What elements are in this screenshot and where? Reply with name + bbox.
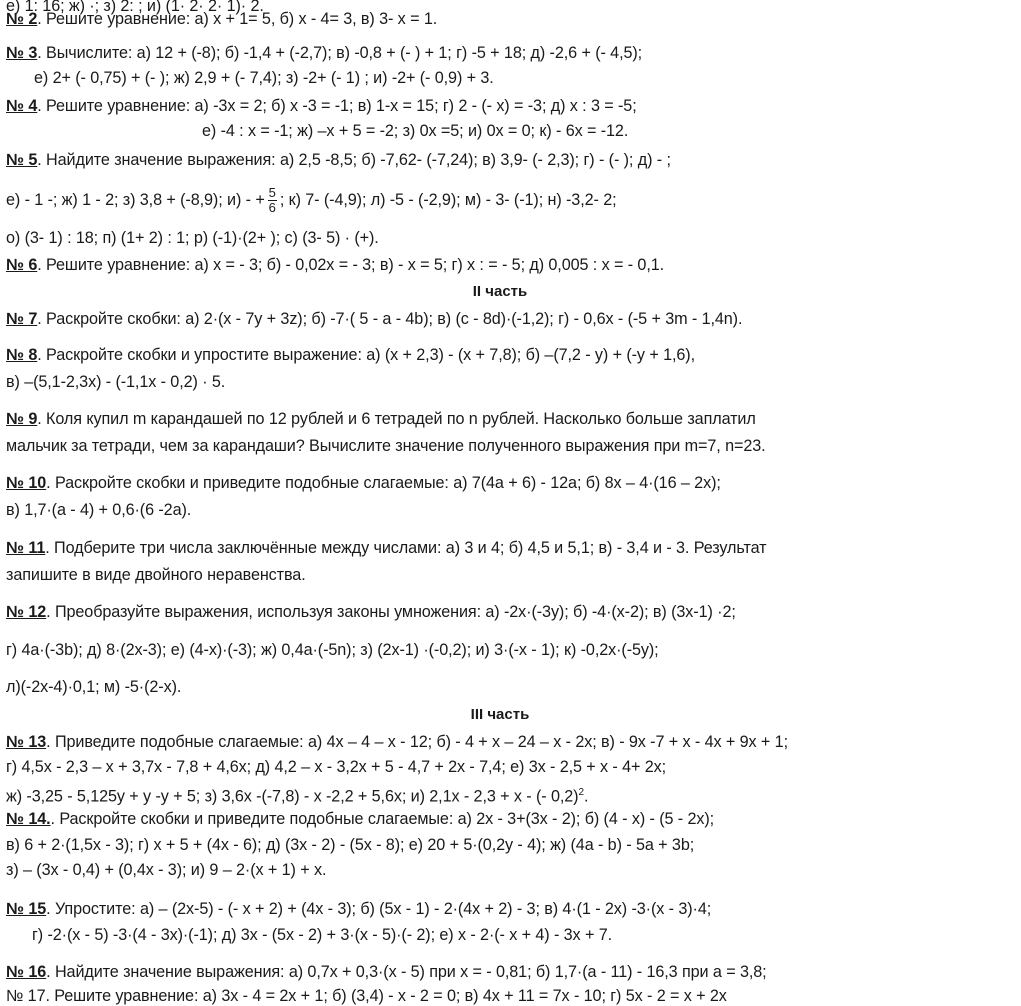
task-text: . Преобразуйте выражения, используя законы умножения: а) -2х·(-3у); б) -4·(х-2); в) (3х-1) ·2;: [46, 603, 736, 621]
task-14-cont-1: [6, 835, 694, 855]
task-number: № 11: [6, 539, 46, 557]
task-text: . Найдите значение выражения: а) 2,5 -8,5; б) -7,62- (-7,24); в) 3,9- (- 2,3); г) - (- ); д) - ;: [37, 151, 671, 169]
task-number: № 14.: [6, 810, 51, 828]
task-text: . Коля купил m карандашей по 12 рублей и 6 тетрадей по n рублей. Насколько больше заплатил: [37, 410, 756, 428]
task-3: [6, 43, 642, 63]
task-number: № 12: [6, 603, 47, 621]
task-12-cont-2: [6, 677, 181, 697]
task-number: № 2: [6, 10, 38, 28]
task-text: ; к) 7- (-4,9); л) -5 - (-2,9); м) - 3- (-1); н) -3,2- 2;: [279, 190, 617, 209]
task-text: . Подберите три числа заключённые между числами: а) 3 и 4; б) 4,5 и 5,1; в) - 3,4 и - 3. Результат: [45, 539, 767, 557]
part-2-heading: II часть: [472, 283, 528, 300]
task-9-cont: [6, 436, 766, 456]
task-number: № 8: [6, 346, 38, 364]
task-number: № 5: [6, 151, 38, 169]
task-text: в) 6 + 2·(1,5х - 3); г) х + 5 + (4х - 6); д) (3х - 2) - (5х - 8); е) 20 + 5·(0,2у - 4); ж) (4а - b) - 5а + 3b;: [6, 836, 695, 854]
cut-bottom-line: [6, 986, 727, 1005]
text-line: № 17. Решите уравнение: а) 3х - 4 = 2х + 1; б) (3,4) - х - 2 = 0; в) 4х + 11 = 7х - 10; г) 5х - 2 = х + 2х: [6, 987, 727, 1005]
task-text: . Раскройте скобки и приведите подобные слагаемые: а) 2х - 3+(3х - 2); б) (4 - х) - (5 - 2х);: [50, 810, 715, 828]
task-number: № 15: [6, 900, 47, 918]
task-text: . Решите уравнение: а) -3х = 2; б) х -3 = -1; в) 1-х = 15; г) 2 - (- х) = -3; д) х : 3 = -5;: [37, 97, 637, 115]
task-5: [6, 150, 671, 170]
cut-top-line: [6, 0, 264, 15]
task-text: . Решите уравнение: а) х + 1= 5, б) х - 4= 3, в) 3- х = 1.: [37, 10, 438, 28]
task-text: . Раскройте скобки: а) 2·(х - 7у + 3z); б) -7·( 5 - а - 4b); в) (с - 8d)·(-1,2); г) - 0,6х - (-5 + 3m - 1,4n).: [37, 310, 743, 328]
text-line: е) 1: 16; ж) ·; з) 2: ; и) (1· 2· 2· 1)· 2.: [6, 0, 264, 15]
task-7: [6, 309, 742, 329]
task-2: [6, 9, 437, 29]
task-3-cont: [34, 68, 494, 88]
task-9: [6, 409, 756, 429]
task-text: е) - 1 -; ж) 1 - 2; з) 3,8 + (-8,9); и) - +: [6, 190, 265, 209]
task-text: е) 2+ (- 0,75) + (- ); ж) 2,9 + (- 7,4); з) -2+ (- 1) ; и) -2+ (- 0,9) + 3.: [34, 69, 494, 87]
task-12: [6, 602, 736, 622]
task-11-cont: [6, 565, 306, 585]
task-text: мальчик за тетради, чем за карандаши? Вычислите значение полученного выражения при m=7, n=23.: [6, 437, 766, 455]
fraction-numerator: 5: [268, 185, 276, 200]
task-text: в) –(5,1-2,3х) - (-1,1х - 0,2) · 5.: [6, 373, 226, 391]
part-3-heading: III часть: [470, 706, 530, 723]
task-15: [6, 899, 711, 919]
task-text: . Раскройте скобки и приведите подобные слагаемые: а) 7(4а + 6) - 12а; б) 8х – 4·(16 – 2х);: [46, 474, 721, 492]
task-text: в) 1,7·(а - 4) + 0,6·(6 -2а).: [6, 501, 192, 519]
task-text: . Найдите значение выражения: а) 0,7х + 0,3·(х - 5) при х = - 0,81; б) 1,7·(а - 11) - 16,3 при а = 3,8;: [46, 963, 767, 981]
task-text: . Приведите подобные слагаемые: а) 4х – 4 – х - 12; б) - 4 + х – 24 – х - 2х; в) - 9х -7 + х - 4х + 9х + 1;: [46, 733, 788, 751]
task-text: л)(-2х-4)·0,1; м) -5·(2-х).: [6, 678, 182, 696]
task-text: . Вычислите: а) 12 + (-8); б) -1,4 + (-2,7); в) -0,8 + (- ) + 1; г) -5 + 18; д) -2,6 + (- 4,5);: [37, 44, 643, 62]
task-text: г) -2·(х - 5) -3·(4 - 3х)·(-1); д) 3х - (5х - 2) + 3·(х - 5)·(- 2); е) х - 2·(- х + 4) - 3х + 7.: [32, 926, 612, 944]
task-13-cont-2: [6, 783, 588, 806]
task-text: е) -4 : х = -1; ж) –х + 5 = -2; з) 0х =5; и) 0х = 0; к) - 6х = -12.: [202, 122, 629, 140]
task-14-cont-2: [6, 860, 326, 880]
task-8: [6, 345, 695, 365]
task-text: г) 4а·(-3b); д) 8·(2х-3); е) (4-х)·(-3); ж) 0,4а·(-5n); з) (2х-1) ·(-0,2); и) 3·(-х - 1); к) -0,2х·(-5у);: [6, 641, 659, 659]
task-text: ж) -3,25 - 5,125у + у -у + 5; з) 3,6х -(-7,8) - х -2,2 + 5,6х; и) 2,1х - 2,3 + х - (- 0,2): [6, 787, 579, 806]
task-10-cont: [6, 500, 191, 520]
task-5-cont-1: [6, 186, 617, 215]
task-number: № 7: [6, 310, 38, 328]
task-text: . Упростите: а) – (2х-5) - (- х + 2) + (4х - 3); б) (5х - 1) - 2·(4х + 2) - 3; в) 4·(1 - 2х) -3·(х - 3)·4;: [46, 900, 712, 918]
task-13: [6, 732, 788, 752]
task-15-cont: [32, 925, 612, 945]
exponent: 2: [578, 787, 584, 798]
fraction-denominator: 6: [268, 200, 276, 215]
task-text: .: [583, 787, 589, 806]
task-text: г) 4,5х - 2,3 – х + 3,7х - 7,8 + 4,6х; д) 4,2 – х - 3,2х + 5 - 4,7 + 2х - 7,4; е) 3х - 2,5 + х - 4+ 2х;: [6, 758, 667, 776]
task-8-cont: [6, 372, 225, 392]
task-10: [6, 473, 721, 493]
task-6: [6, 255, 664, 275]
task-4-cont: [202, 121, 628, 141]
task-number: № 9: [6, 410, 38, 428]
task-14: [6, 809, 714, 829]
task-text: . Раскройте скобки и упростите выражение: а) (х + 2,3) - (х + 7,8); б) –(7,2 - у) + (-у + 1,6),: [37, 346, 695, 364]
task-number: № 13: [6, 733, 47, 751]
task-text: . Решите уравнение: а) х = - 3; б) - 0,02х = - 3; в) - х = 5; г) х : = - 5; д) 0,005 : х = - 0,1.: [37, 256, 665, 274]
task-12-cont-1: [6, 640, 659, 660]
task-13-cont-1: [6, 757, 666, 777]
task-5-cont-2: [6, 228, 379, 248]
task-4: [6, 96, 637, 116]
task-16: [6, 962, 767, 982]
task-number: № 16: [6, 963, 47, 981]
task-text: з) – (3х - 0,4) + (0,4х - 3); и) 9 – 2·(х + 1) + х.: [6, 861, 327, 879]
task-number: № 3: [6, 44, 38, 62]
task-11: [6, 538, 766, 558]
task-number: № 6: [6, 256, 38, 274]
fraction: [268, 186, 277, 215]
task-text: запишите в виде двойного неравенства.: [6, 566, 306, 584]
task-number: № 4: [6, 97, 38, 115]
task-number: № 10: [6, 474, 47, 492]
task-text: о) (3- 1) : 18; п) (1+ 2) : 1; р) (-1)·(2+ ); с) (3- 5) · (+).: [6, 229, 379, 247]
